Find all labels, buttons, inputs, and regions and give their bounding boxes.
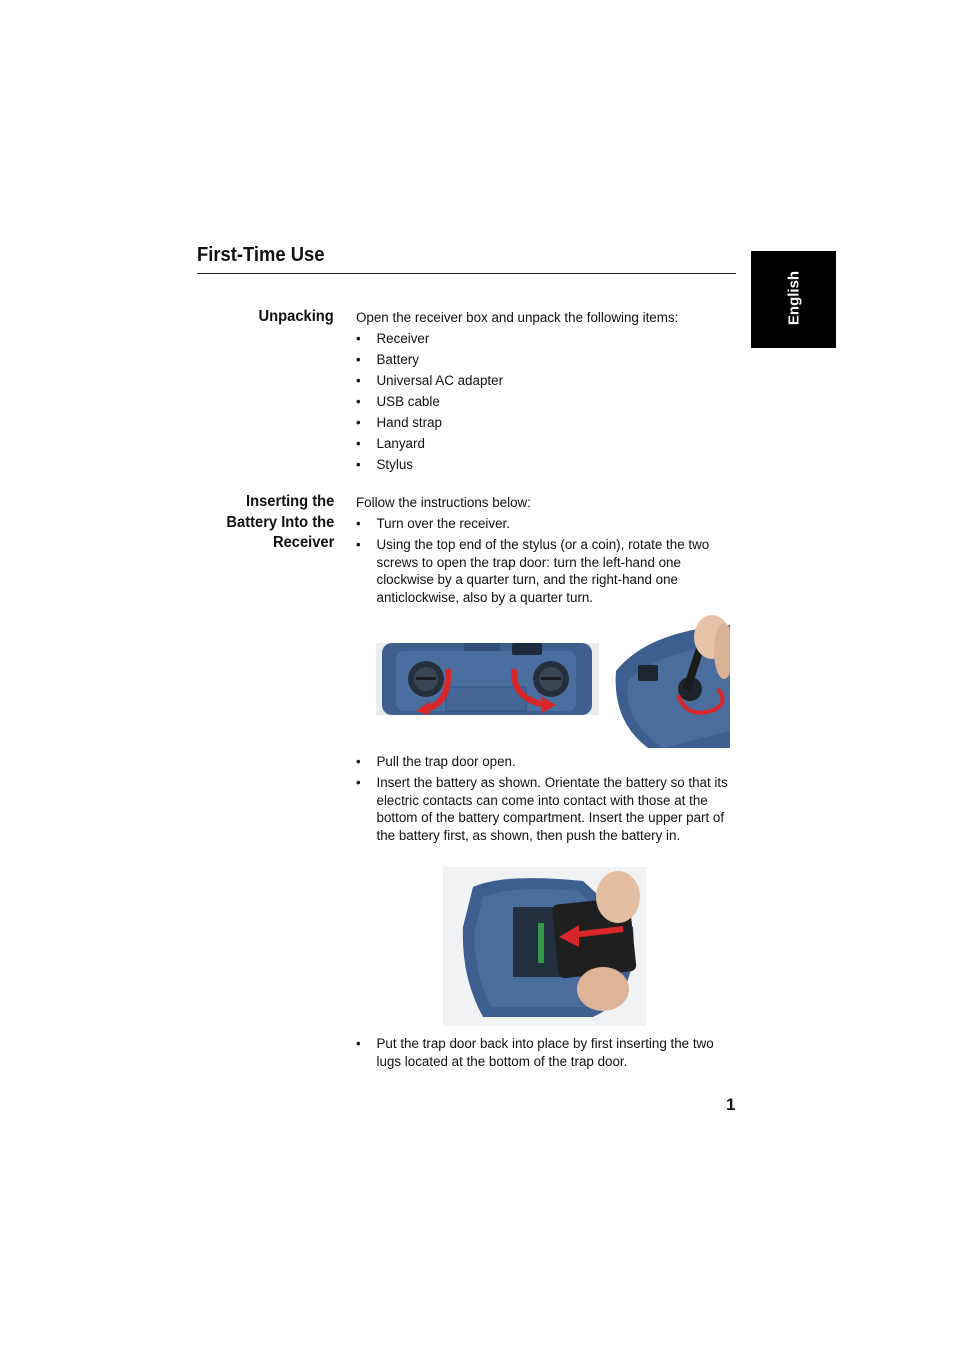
list-item: • Using the top end of the stylus (or a coin), rotate the two screws to open the trap door: turn the left-hand one clockwise by a quarter turn, and the right-hand one anticlockwise, also by a quarter turn. (356, 536, 736, 606)
section-title: First-Time Use (197, 244, 325, 266)
unpacking-heading: Unpacking (258, 308, 334, 325)
unpacking-list (356, 330, 736, 474)
list-item: • Turn over the receiver. (356, 515, 736, 533)
battery-steps-b (356, 753, 736, 844)
battery-insert-photo (443, 867, 646, 1026)
list-item: • Stylus (356, 456, 736, 474)
stylus-screw-photo (608, 611, 730, 748)
unpacking-intro: Open the receiver box and unpack the following items: (356, 310, 679, 325)
list-item: • Universal AC adapter (356, 372, 736, 390)
battery-heading (226, 492, 334, 554)
battery-heading-line: Inserting the (245, 493, 334, 510)
list-item: • USB cable (356, 393, 736, 411)
battery-steps-a (356, 515, 736, 606)
battery-heading-line: Receiver (272, 534, 334, 551)
list-item: • Insert the battery as shown. Orientate the battery so that its electric contacts can come into contact with those at the bottom of the battery compartment. Insert the upper part of the battery first, as shown, then push the battery in. (356, 774, 736, 844)
battery-steps-c (356, 1035, 736, 1070)
battery-intro: Follow the instructions below: (356, 495, 531, 510)
list-item: • Hand strap (356, 414, 736, 432)
list-item: • Put the trap door back into place by first inserting the two lugs located at the bottom of the trap door. (356, 1035, 736, 1070)
language-tab (751, 251, 836, 348)
list-item: • Receiver (356, 330, 736, 348)
page-number: 1 (726, 1095, 736, 1114)
language-tab-label: English (785, 270, 802, 325)
receiver-back-photo (376, 643, 599, 715)
section-rule (197, 273, 736, 274)
list-item: • Pull the trap door open. (356, 753, 736, 771)
list-item: • Lanyard (356, 435, 736, 453)
list-item: • Battery (356, 351, 736, 369)
battery-heading-line: Battery Into the (226, 513, 334, 531)
